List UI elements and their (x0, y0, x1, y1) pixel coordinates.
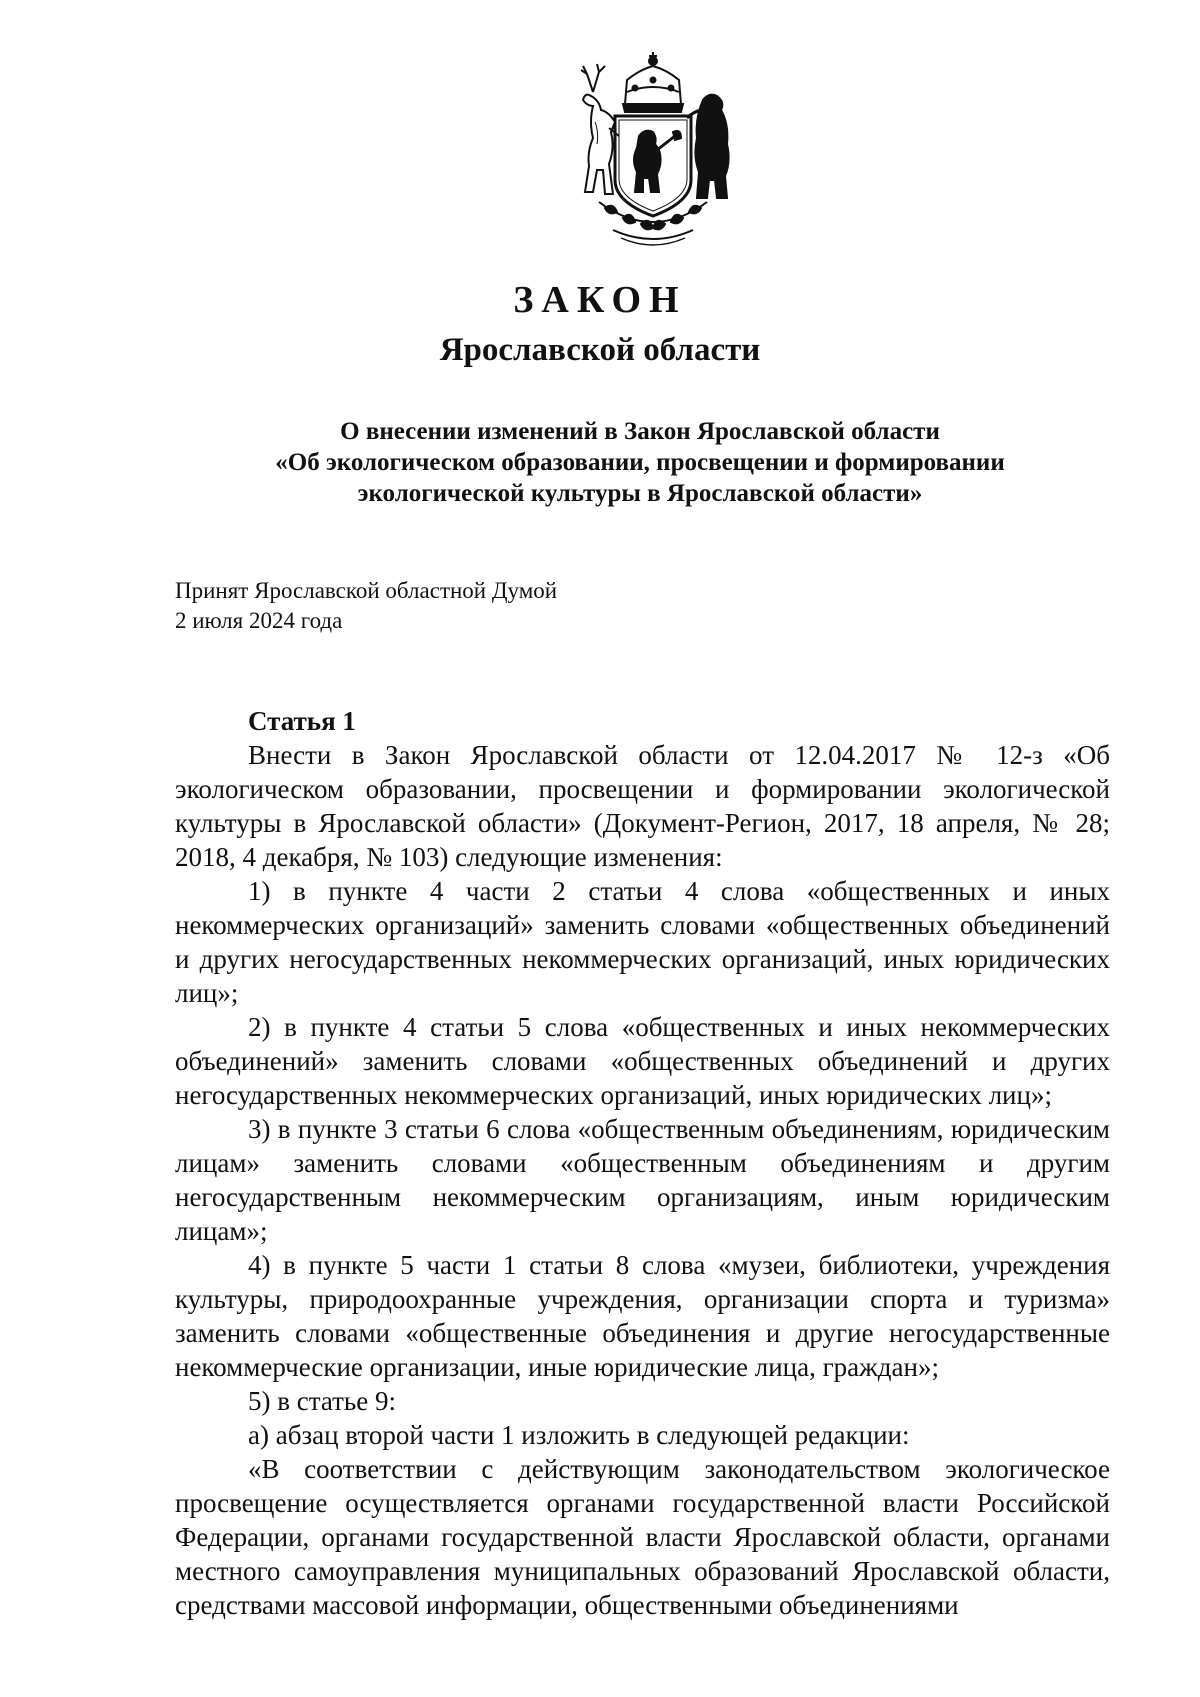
article-paragraph: 4) в пункте 5 части 1 статьи 8 слова «музеи, библиотеки, учреждения культуры, природоохранные учреждения, организации спорта и туризма» заменить словами «общественные объединения и другие негосударственные некоммерческие организации, иные юридические лица, граждан»; (175, 1250, 1110, 1382)
article-paragraph: 3) в пункте 3 статьи 6 слова «общественным объединениям, юридическим лицам» заменить словами «общественным объединениям и другим негосударственным некоммерческим организациям, иным юридическим лицам»; (175, 1114, 1110, 1246)
heading-line: О внесении изменений в Закон Ярославской области (340, 418, 940, 445)
article-paragraph: а) абзац второй части 1 изложить в следующей редакции: (248, 1420, 910, 1450)
article-title: Статья 1 (248, 706, 356, 736)
law-title: ЗАКОН (513, 279, 687, 321)
heading-line: экологической культуры в Ярославской области» (357, 480, 923, 507)
article-paragraph: 2) в пункте 4 статьи 5 слова «общественных и иных некоммерческих объединений» заменить словами «общественных объединений и других негосударственных некоммерческих организаций, иных юридических лиц»; (175, 1012, 1110, 1110)
heading-line: «Об экологическом образовании, просвещении и формировании (275, 449, 1005, 476)
article-paragraph: «В соответствии с действующим законодательством экологическое просвещение осуществляется органами государственной власти Российской Федерации, органами государственной власти Ярославской области, органами местного самоуправления муниципальных образований Ярославской области, средствами массовой информации, общественными объединениями (175, 1454, 1110, 1620)
law-heading (170, 416, 1110, 509)
region-title: Ярославской области (439, 332, 761, 368)
adoption-body: Принят Ярославской областной Думой (175, 578, 558, 603)
adoption-date: 2 июля 2024 года (175, 608, 343, 633)
article-paragraph: Внести в Закон Ярославской области от 12.04.2017 № 12-з «Об экологическом образовании, просвещении и формировании экологической культуры в Ярославской области» (Документ-Регион, 2017, 18 апреля, № 28; 2018, 4 декабря, № 103) следующие изменения: (175, 740, 1110, 872)
article-body (175, 704, 1110, 1622)
article-paragraph: 1) в пункте 4 части 2 статьи 4 слова «общественных и иных некоммерческих организаций» заменить словами «общественных объединений и других негосударственных некоммерческих организаций, иных юридических лиц»; (175, 876, 1110, 1008)
adoption-note (175, 576, 557, 636)
coat-of-arms-emblem (553, 52, 753, 252)
article-paragraph: 5) в статье 9: (248, 1386, 396, 1416)
